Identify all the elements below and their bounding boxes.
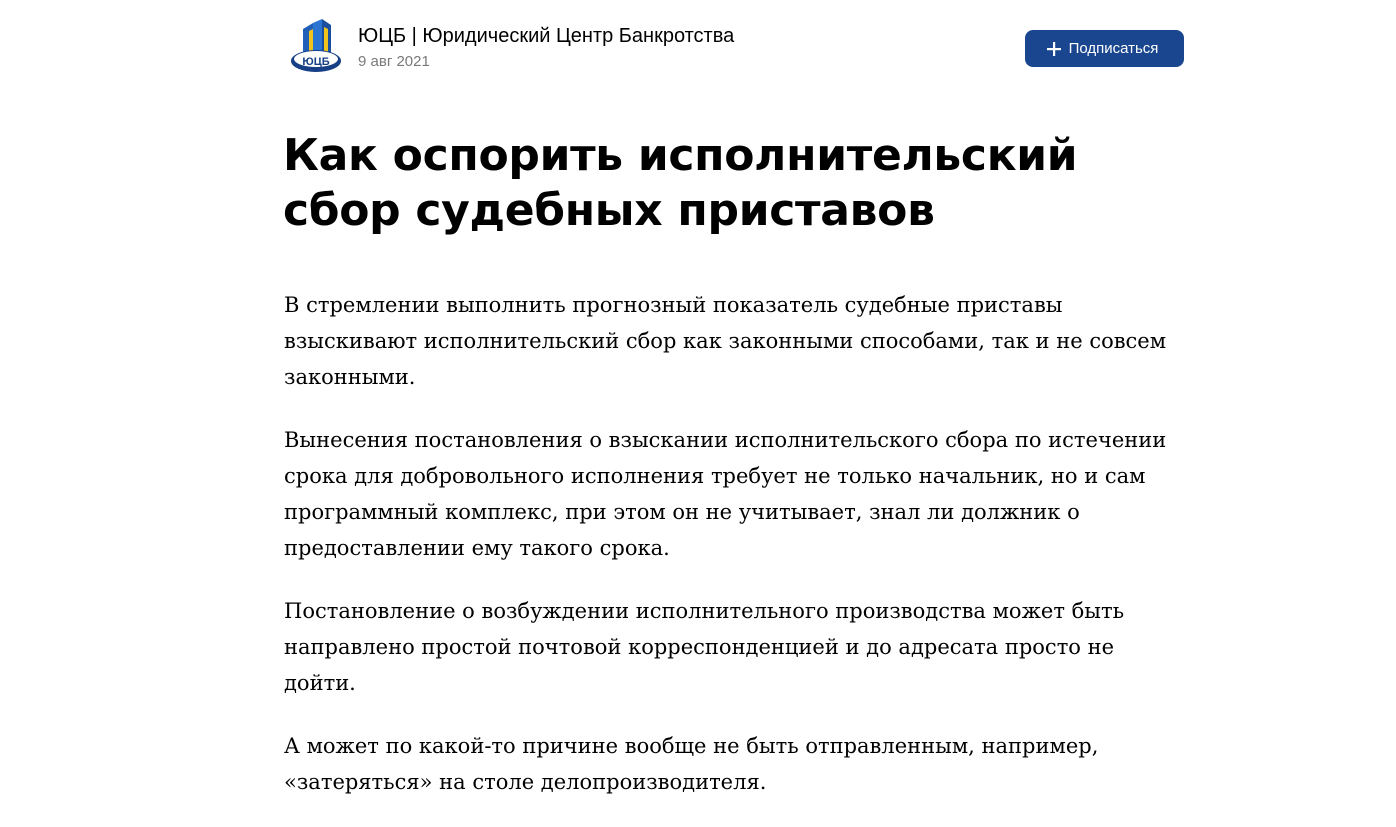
subscribe-button[interactable]	[1025, 30, 1184, 67]
article	[283, 0, 1185, 794]
building-logo-icon	[289, 15, 343, 77]
subscribe-label: Подписаться	[1068, 39, 1159, 57]
article-paragraph: А может по какой-то причине вообще не быть отправленным, например, «затеряться» на столе делопроизводителя.	[284, 734, 1099, 794]
channel-name[interactable]: ЮЦБ | Юридический Центр Банкротства	[358, 25, 735, 47]
plus-icon	[1047, 42, 1061, 56]
channel-header	[283, 0, 1185, 95]
article-title: Как оспорить исполнительский сбор судебных приставов	[283, 130, 1078, 236]
article-body	[284, 287, 1184, 827]
article-paragraph: В стремлении выполнить прогнозный показатель судебные приставы взыскивают исполнительский сбор как законными способами, так и не совсем законными.	[284, 293, 1167, 389]
avatar-text: ЮЦБ	[302, 56, 330, 68]
publication-date: 9 авг 2021	[358, 53, 430, 70]
article-paragraph: Вынесения постановления о взыскании исполнительского сбора по истечении срока для добровольного исполнения требует не только начальник, но и сам программный комплекс, при этом он не учитывает, знал ли должник о предоставлении ему такого срока.	[284, 428, 1167, 560]
article-paragraph: Постановление о возбуждении исполнительного производства может быть направлено простой почтовой корреспонденцией и до адресата просто не дойти.	[284, 599, 1125, 695]
channel-avatar[interactable]	[289, 15, 343, 77]
